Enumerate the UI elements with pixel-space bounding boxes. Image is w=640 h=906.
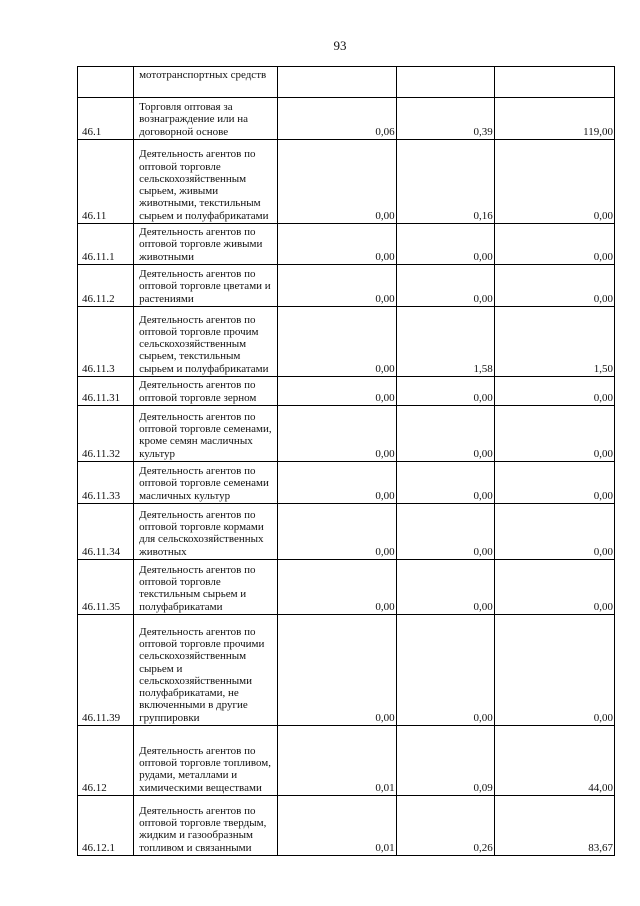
row-code: 46.12 [78,726,134,796]
row-value-1: 0,01 [278,796,396,856]
row-value-2: 1,58 [396,307,494,377]
table-row [78,140,615,224]
page-number: 93 [333,38,347,53]
row-description: Деятельность агентов по оптовой торговле живыми животными [134,224,278,265]
table-row [78,98,615,140]
row-code: 46.11 [78,140,134,224]
row-description: Деятельность агентов по оптовой торговле кормами для сельскохозяйственных животных [134,504,278,560]
row-code [78,67,134,98]
row-value-2: 0,00 [396,377,494,406]
row-description: Деятельность агентов по оптовой торговле прочим сельскохозяйственным сырьем, текстильным сырьем и полуфабрикатами [134,307,278,377]
row-description: Деятельность агентов по оптовой торговле семенами масличных культур [134,462,278,504]
table-row [78,67,615,98]
row-value-3: 0,00 [494,140,614,224]
table-row [78,377,615,406]
table-row [78,726,615,796]
table-row [78,462,615,504]
row-code: 46.11.35 [78,560,134,615]
row-code: 46.11.2 [78,265,134,307]
row-value-2: 0,00 [396,560,494,615]
row-value-2: 0,39 [396,98,494,140]
row-description: мототранспортных средств [134,67,278,98]
row-value-1: 0,00 [278,307,396,377]
row-code: 46.11.34 [78,504,134,560]
row-value-3: 0,00 [494,406,614,462]
row-value-3: 44,00 [494,726,614,796]
table-row [78,406,615,462]
row-value-2: 0,00 [396,406,494,462]
row-value-1: 0,00 [278,615,396,726]
row-value-2: 0,26 [396,796,494,856]
row-value-3: 0,00 [494,462,614,504]
row-description: Деятельность агентов по оптовой торговле прочими сельскохозяйственным сырьем и сельскохозяйственными полуфабрикатами, не включенными в другие группировки [134,615,278,726]
table-row [78,615,615,726]
table-row [78,307,615,377]
row-code: 46.11.39 [78,615,134,726]
row-value-2 [396,67,494,98]
table-row [78,224,615,265]
row-value-1: 0,06 [278,98,396,140]
data-table [77,66,615,856]
row-value-1: 0,00 [278,560,396,615]
row-value-2: 0,00 [396,504,494,560]
row-value-2: 0,00 [396,265,494,307]
row-value-3: 0,00 [494,504,614,560]
row-description: Деятельность агентов по оптовой торговле текстильным сырьем и полуфабрикатами [134,560,278,615]
row-code: 46.11.33 [78,462,134,504]
row-description: Деятельность агентов по оптовой торговле топливом, рудами, металлами и химическими веществами [134,726,278,796]
row-description: Деятельность агентов по оптовой торговле твердым, жидким и газообразным топливом и связанными [134,796,278,856]
table-row [78,796,615,856]
row-value-1: 0,00 [278,462,396,504]
row-code: 46.12.1 [78,796,134,856]
row-value-1: 0,00 [278,224,396,265]
row-code: 46.11.31 [78,377,134,406]
row-value-2: 0,00 [396,615,494,726]
row-value-2: 0,00 [396,462,494,504]
row-value-3: 0,00 [494,615,614,726]
row-description: Деятельность агентов по оптовой торговле семенами, кроме семян масличных культур [134,406,278,462]
row-value-3: 0,00 [494,265,614,307]
row-value-1: 0,00 [278,377,396,406]
table-body [78,67,615,856]
row-value-1: 0,01 [278,726,396,796]
row-code: 46.1 [78,98,134,140]
row-value-1 [278,67,396,98]
row-value-3: 0,00 [494,560,614,615]
row-description: Деятельность агентов по оптовой торговле цветами и растениями [134,265,278,307]
row-code: 46.11.32 [78,406,134,462]
table-row [78,560,615,615]
row-description: Деятельность агентов по оптовой торговле зерном [134,377,278,406]
row-value-3: 83,67 [494,796,614,856]
row-value-3: 0,00 [494,224,614,265]
row-value-1: 0,00 [278,406,396,462]
row-description: Торговля оптовая за вознаграждение или на договорной основе [134,98,278,140]
row-value-3: 119,00 [494,98,614,140]
table-row [78,504,615,560]
row-value-2: 0,09 [396,726,494,796]
row-value-1: 0,00 [278,504,396,560]
row-value-1: 0,00 [278,265,396,307]
row-value-2: 0,16 [396,140,494,224]
row-value-3: 1,50 [494,307,614,377]
row-code: 46.11.1 [78,224,134,265]
row-value-3: 0,00 [494,377,614,406]
row-value-2: 0,00 [396,224,494,265]
row-value-1: 0,00 [278,140,396,224]
row-value-3 [494,67,614,98]
table-row [78,265,615,307]
row-description: Деятельность агентов по оптовой торговле сельскохозяйственным сырьем, живыми животными, текстильным сырьем и полуфабрикатами [134,140,278,224]
row-code: 46.11.3 [78,307,134,377]
